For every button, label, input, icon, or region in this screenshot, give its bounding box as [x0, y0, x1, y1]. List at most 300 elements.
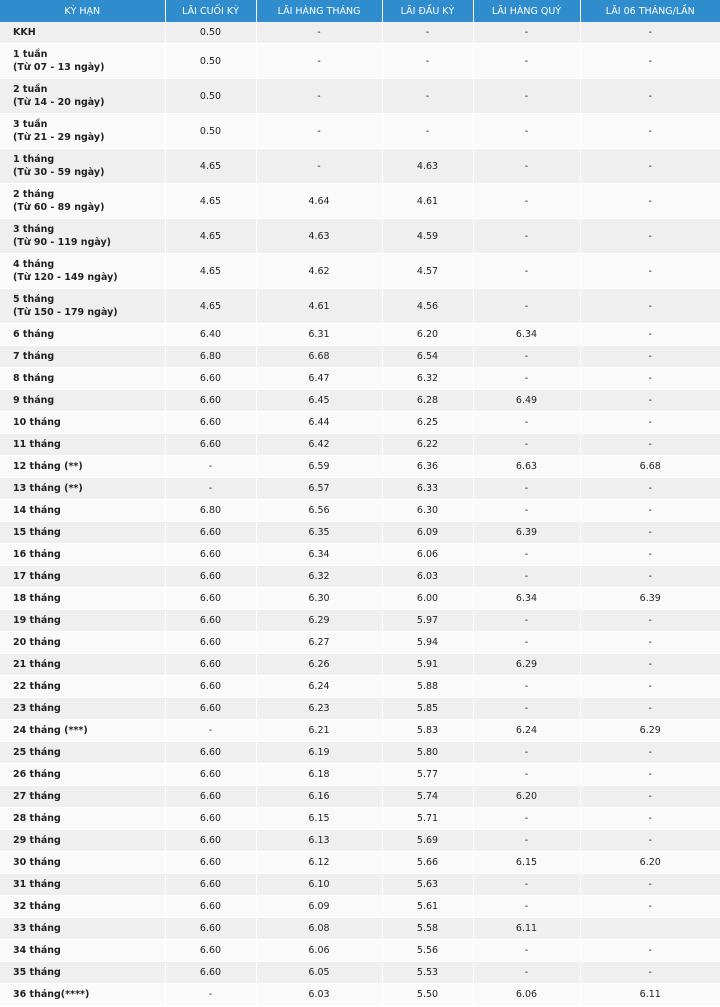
- term-cell: [0, 390, 165, 412]
- rate-cell-upfront: 5.63: [382, 874, 473, 896]
- rate-cell-semiannual: -: [580, 610, 720, 632]
- rate-cell-upfront: 6.28: [382, 390, 473, 412]
- table-row: [0, 289, 720, 324]
- table-row: [0, 962, 720, 984]
- term-cell: [0, 412, 165, 434]
- rate-cell-semiannual: -: [580, 434, 720, 456]
- table-row: [0, 368, 720, 390]
- rate-cell-end-of-term: 6.60: [165, 588, 256, 610]
- table-row: [0, 478, 720, 500]
- term-label: 3 tuần: [13, 119, 48, 130]
- term-label: 36 tháng(****): [13, 989, 90, 1000]
- rate-cell-upfront: 4.61: [382, 184, 473, 219]
- table-row: [0, 874, 720, 896]
- rate-cell-end-of-term: 6.60: [165, 698, 256, 720]
- rate-cell-upfront: 6.25: [382, 412, 473, 434]
- rate-cell-end-of-term: 6.60: [165, 654, 256, 676]
- header-end-of-term: LÃI CUỐI KỲ: [165, 0, 256, 22]
- rate-cell-monthly: 6.18: [256, 764, 382, 786]
- table-row: [0, 654, 720, 676]
- rate-cell-monthly: -: [256, 22, 382, 44]
- rate-cell-monthly: 6.24: [256, 676, 382, 698]
- term-cell: [0, 720, 165, 742]
- term-label: 2 tuần: [13, 84, 48, 95]
- rate-cell-semiannual: 6.68: [580, 456, 720, 478]
- term-label: 21 tháng: [13, 659, 61, 670]
- rate-cell-semiannual: -: [580, 896, 720, 918]
- term-label: 5 tháng: [13, 294, 55, 305]
- rate-cell-quarterly: -: [473, 544, 580, 566]
- term-label: 10 tháng: [13, 417, 61, 428]
- table-row: [0, 852, 720, 874]
- term-label: 4 tháng: [13, 259, 55, 270]
- term-label: 1 tháng: [13, 154, 55, 165]
- rate-cell-quarterly: -: [473, 940, 580, 962]
- rate-cell-quarterly: -: [473, 368, 580, 390]
- rate-cell-semiannual: -: [580, 500, 720, 522]
- rate-cell-quarterly: -: [473, 434, 580, 456]
- rate-cell-quarterly: -: [473, 184, 580, 219]
- rate-cell-quarterly: -: [473, 478, 580, 500]
- rate-cell-end-of-term: 6.60: [165, 896, 256, 918]
- rate-cell-upfront: 5.80: [382, 742, 473, 764]
- rate-cell-upfront: 5.74: [382, 786, 473, 808]
- rate-cell-end-of-term: 0.50: [165, 114, 256, 149]
- rate-cell-quarterly: 6.63: [473, 456, 580, 478]
- term-label: 17 tháng: [13, 571, 61, 582]
- rate-cell-quarterly: 6.34: [473, 588, 580, 610]
- term-cell: [0, 544, 165, 566]
- rate-cell-semiannual: -: [580, 368, 720, 390]
- rate-cell-monthly: 6.09: [256, 896, 382, 918]
- rate-cell-monthly: 6.08: [256, 918, 382, 940]
- term-cell: [0, 184, 165, 219]
- rate-cell-semiannual: -: [580, 962, 720, 984]
- term-label: 24 tháng (***): [13, 725, 88, 736]
- rate-cell-semiannual: -: [580, 254, 720, 289]
- rate-cell-quarterly: -: [473, 412, 580, 434]
- rate-cell-monthly: 6.13: [256, 830, 382, 852]
- rate-cell-monthly: -: [256, 114, 382, 149]
- rate-cell-monthly: -: [256, 79, 382, 114]
- rate-cell-quarterly: 6.39: [473, 522, 580, 544]
- rate-cell-monthly: 4.61: [256, 289, 382, 324]
- term-label: 31 tháng: [13, 879, 61, 890]
- term-cell: [0, 786, 165, 808]
- rate-cell-semiannual: -: [580, 676, 720, 698]
- rate-cell-monthly: 6.29: [256, 610, 382, 632]
- rate-cell-upfront: 5.61: [382, 896, 473, 918]
- rate-cell-end-of-term: 6.60: [165, 610, 256, 632]
- term-cell: [0, 676, 165, 698]
- rate-cell-upfront: 5.69: [382, 830, 473, 852]
- term-label: 11 tháng: [13, 439, 61, 450]
- rate-cell-upfront: 6.03: [382, 566, 473, 588]
- rate-cell-monthly: 6.68: [256, 346, 382, 368]
- rate-cell-semiannual: 6.11: [580, 984, 720, 1006]
- term-cell: [0, 456, 165, 478]
- rate-cell-end-of-term: 0.50: [165, 79, 256, 114]
- rate-cell-monthly: 4.64: [256, 184, 382, 219]
- rate-cell-semiannual: -: [580, 808, 720, 830]
- rate-cell-end-of-term: 6.60: [165, 544, 256, 566]
- table-row: [0, 808, 720, 830]
- rate-cell-end-of-term: 6.60: [165, 962, 256, 984]
- rate-cell-end-of-term: 0.50: [165, 22, 256, 44]
- header-quarterly: LÃI HÀNG QUÝ: [473, 0, 580, 22]
- rate-cell-quarterly: 6.49: [473, 390, 580, 412]
- rate-cell-end-of-term: 0.50: [165, 44, 256, 79]
- table-row: [0, 764, 720, 786]
- rate-cell-end-of-term: 6.60: [165, 786, 256, 808]
- rate-cell-end-of-term: 6.60: [165, 830, 256, 852]
- term-label: 19 tháng: [13, 615, 61, 626]
- term-label: 23 tháng: [13, 703, 61, 714]
- rate-cell-monthly: 6.05: [256, 962, 382, 984]
- rate-cell-quarterly: -: [473, 44, 580, 79]
- rate-cell-semiannual: -: [580, 544, 720, 566]
- term-label: 9 tháng: [13, 395, 55, 406]
- rate-cell-upfront: 5.53: [382, 962, 473, 984]
- term-day-range: (Từ 21 - 29 ngày): [13, 132, 105, 143]
- term-label: 12 tháng (**): [13, 461, 83, 472]
- table-row: [0, 219, 720, 254]
- header-semiannual: LÃI 06 THÁNG/LẦN: [580, 0, 720, 22]
- rate-cell-end-of-term: 6.60: [165, 742, 256, 764]
- rate-cell-monthly: 6.59: [256, 456, 382, 478]
- rate-cell-quarterly: -: [473, 742, 580, 764]
- table-row: [0, 412, 720, 434]
- rate-cell-quarterly: -: [473, 962, 580, 984]
- term-cell: [0, 654, 165, 676]
- rate-cell-semiannual: -: [580, 764, 720, 786]
- term-cell: [0, 44, 165, 79]
- rate-cell-end-of-term: 6.60: [165, 852, 256, 874]
- rate-cell-end-of-term: 4.65: [165, 184, 256, 219]
- term-cell: [0, 632, 165, 654]
- table-row: [0, 456, 720, 478]
- rate-cell-upfront: 6.22: [382, 434, 473, 456]
- term-cell: [0, 896, 165, 918]
- table-row: [0, 676, 720, 698]
- table-row: [0, 114, 720, 149]
- term-cell: [0, 852, 165, 874]
- term-label: 6 tháng: [13, 329, 55, 340]
- rate-cell-quarterly: -: [473, 874, 580, 896]
- table-row: [0, 786, 720, 808]
- rate-cell-monthly: 6.56: [256, 500, 382, 522]
- rate-cell-end-of-term: 6.60: [165, 808, 256, 830]
- term-label: 1 tuần: [13, 49, 48, 60]
- rate-cell-semiannual: -: [580, 79, 720, 114]
- rate-cell-semiannual: 6.29: [580, 720, 720, 742]
- rate-cell-upfront: 5.56: [382, 940, 473, 962]
- term-label: 13 tháng (**): [13, 483, 83, 494]
- rate-cell-monthly: 6.42: [256, 434, 382, 456]
- rate-cell-monthly: -: [256, 44, 382, 79]
- rate-cell-semiannual: -: [580, 940, 720, 962]
- rate-cell-quarterly: -: [473, 254, 580, 289]
- rate-cell-upfront: -: [382, 79, 473, 114]
- term-day-range: (Từ 30 - 59 ngày): [13, 167, 105, 178]
- rate-cell-end-of-term: 6.60: [165, 390, 256, 412]
- term-label: 34 tháng: [13, 945, 61, 956]
- table-row: [0, 742, 720, 764]
- term-cell: [0, 346, 165, 368]
- rate-cell-upfront: 5.66: [382, 852, 473, 874]
- rate-cell-quarterly: 6.11: [473, 918, 580, 940]
- table-row: [0, 698, 720, 720]
- rate-cell-end-of-term: -: [165, 984, 256, 1006]
- rate-cell-semiannual: -: [580, 219, 720, 254]
- rate-cell-end-of-term: 6.60: [165, 566, 256, 588]
- table-row: [0, 390, 720, 412]
- term-label: 27 tháng: [13, 791, 61, 802]
- rate-cell-quarterly: -: [473, 289, 580, 324]
- term-cell: [0, 22, 165, 44]
- term-label: 16 tháng: [13, 549, 61, 560]
- header-upfront: LÃI ĐẦU KỲ: [382, 0, 473, 22]
- term-label: 18 tháng: [13, 593, 61, 604]
- rate-cell-monthly: 4.62: [256, 254, 382, 289]
- table-row: [0, 940, 720, 962]
- rate-cell-quarterly: -: [473, 676, 580, 698]
- table-row: [0, 149, 720, 184]
- rate-cell-monthly: 6.45: [256, 390, 382, 412]
- rate-cell-monthly: 6.06: [256, 940, 382, 962]
- table-row: [0, 918, 720, 940]
- rate-cell-monthly: 6.35: [256, 522, 382, 544]
- rate-cell-quarterly: -: [473, 698, 580, 720]
- rate-cell-quarterly: -: [473, 632, 580, 654]
- term-cell: [0, 962, 165, 984]
- rate-cell-monthly: 6.26: [256, 654, 382, 676]
- table-row: [0, 610, 720, 632]
- table-row: [0, 588, 720, 610]
- rate-cell-upfront: 5.77: [382, 764, 473, 786]
- table-row: [0, 720, 720, 742]
- term-cell: [0, 500, 165, 522]
- header-monthly: LÃI HÀNG THÁNG: [256, 0, 382, 22]
- rate-cell-monthly: 6.27: [256, 632, 382, 654]
- term-cell: [0, 588, 165, 610]
- rate-cell-end-of-term: 6.60: [165, 434, 256, 456]
- table-row: [0, 254, 720, 289]
- table-row: [0, 500, 720, 522]
- rate-cell-quarterly: -: [473, 114, 580, 149]
- term-cell: [0, 610, 165, 632]
- rate-cell-end-of-term: 4.65: [165, 289, 256, 324]
- rate-cell-semiannual: -: [580, 412, 720, 434]
- rate-cell-quarterly: 6.34: [473, 324, 580, 346]
- rate-cell-semiannual: -: [580, 566, 720, 588]
- rate-cell-upfront: 6.06: [382, 544, 473, 566]
- term-label: 26 tháng: [13, 769, 61, 780]
- rate-cell-end-of-term: 6.60: [165, 874, 256, 896]
- rate-cell-monthly: 6.32: [256, 566, 382, 588]
- rate-cell-upfront: 4.63: [382, 149, 473, 184]
- term-day-range: (Từ 150 - 179 ngày): [13, 307, 118, 318]
- rate-cell-semiannual: -: [580, 742, 720, 764]
- table-row: [0, 184, 720, 219]
- term-label: KKH: [13, 27, 36, 38]
- term-day-range: (Từ 60 - 89 ngày): [13, 202, 105, 213]
- rate-cell-monthly: 4.63: [256, 219, 382, 254]
- term-cell: [0, 149, 165, 184]
- rate-cell-quarterly: -: [473, 219, 580, 254]
- term-label: 35 tháng: [13, 967, 61, 978]
- header-row: [0, 0, 720, 22]
- rate-cell-monthly: 6.44: [256, 412, 382, 434]
- term-cell: [0, 698, 165, 720]
- rate-cell-monthly: 6.34: [256, 544, 382, 566]
- rate-cell-quarterly: -: [473, 500, 580, 522]
- rate-cell-semiannual: -: [580, 522, 720, 544]
- rate-cell-semiannual: -: [580, 289, 720, 324]
- table-row: [0, 79, 720, 114]
- rate-cell-semiannual: 6.39: [580, 588, 720, 610]
- rate-cell-quarterly: -: [473, 808, 580, 830]
- rate-cell-semiannual: -: [580, 22, 720, 44]
- term-cell: [0, 368, 165, 390]
- table-row: [0, 896, 720, 918]
- rate-cell-end-of-term: 6.60: [165, 368, 256, 390]
- rate-cell-semiannual: -: [580, 390, 720, 412]
- table-row: [0, 44, 720, 79]
- table-row: [0, 544, 720, 566]
- rate-cell-monthly: 6.31: [256, 324, 382, 346]
- rate-cell-semiannual: -: [580, 874, 720, 896]
- rate-cell-semiannual: [580, 918, 720, 940]
- rate-cell-upfront: -: [382, 44, 473, 79]
- term-day-range: (Từ 120 - 149 ngày): [13, 272, 118, 283]
- term-cell: [0, 289, 165, 324]
- rate-cell-upfront: 6.30: [382, 500, 473, 522]
- term-cell: [0, 324, 165, 346]
- rate-cell-semiannual: -: [580, 786, 720, 808]
- rate-cell-quarterly: -: [473, 610, 580, 632]
- term-cell: [0, 830, 165, 852]
- rate-cell-semiannual: -: [580, 478, 720, 500]
- term-cell: [0, 219, 165, 254]
- rate-cell-monthly: 6.23: [256, 698, 382, 720]
- rate-cell-quarterly: 6.29: [473, 654, 580, 676]
- rate-cell-end-of-term: 6.60: [165, 522, 256, 544]
- rate-cell-end-of-term: 6.40: [165, 324, 256, 346]
- rate-cell-monthly: 6.30: [256, 588, 382, 610]
- rate-cell-monthly: 6.10: [256, 874, 382, 896]
- rate-cell-upfront: 4.59: [382, 219, 473, 254]
- rate-cell-upfront: -: [382, 114, 473, 149]
- table-row: [0, 632, 720, 654]
- term-cell: [0, 434, 165, 456]
- rate-cell-semiannual: -: [580, 698, 720, 720]
- rate-cell-upfront: 5.58: [382, 918, 473, 940]
- term-label: 3 tháng: [13, 224, 55, 235]
- rate-cell-end-of-term: 4.65: [165, 219, 256, 254]
- rate-cell-upfront: 5.97: [382, 610, 473, 632]
- term-label: 25 tháng: [13, 747, 61, 758]
- term-label: 20 tháng: [13, 637, 61, 648]
- rate-cell-end-of-term: 4.65: [165, 149, 256, 184]
- table-row: [0, 522, 720, 544]
- rate-cell-semiannual: -: [580, 149, 720, 184]
- table-row: [0, 22, 720, 44]
- rate-cell-upfront: 6.54: [382, 346, 473, 368]
- term-cell: [0, 874, 165, 896]
- table-body: [0, 22, 720, 1006]
- rate-cell-monthly: 6.19: [256, 742, 382, 764]
- term-label: 7 tháng: [13, 351, 55, 362]
- rate-cell-semiannual: -: [580, 114, 720, 149]
- table-row: [0, 566, 720, 588]
- term-label: 15 tháng: [13, 527, 61, 538]
- table-row: [0, 830, 720, 852]
- term-cell: [0, 478, 165, 500]
- rate-cell-semiannual: -: [580, 324, 720, 346]
- rate-cell-semiannual: 6.20: [580, 852, 720, 874]
- term-label: 33 tháng: [13, 923, 61, 934]
- rate-cell-monthly: 6.03: [256, 984, 382, 1006]
- term-cell: [0, 764, 165, 786]
- rate-cell-monthly: 6.21: [256, 720, 382, 742]
- rate-cell-monthly: 6.12: [256, 852, 382, 874]
- table-row: [0, 984, 720, 1006]
- rate-cell-upfront: 6.32: [382, 368, 473, 390]
- rate-cell-end-of-term: 6.80: [165, 500, 256, 522]
- term-cell: [0, 566, 165, 588]
- rate-cell-quarterly: 6.20: [473, 786, 580, 808]
- rate-cell-upfront: 5.71: [382, 808, 473, 830]
- rate-cell-quarterly: 6.06: [473, 984, 580, 1006]
- rate-cell-end-of-term: -: [165, 720, 256, 742]
- rate-cell-semiannual: -: [580, 44, 720, 79]
- rate-cell-upfront: 5.88: [382, 676, 473, 698]
- rate-cell-upfront: 4.56: [382, 289, 473, 324]
- rate-cell-upfront: -: [382, 22, 473, 44]
- term-cell: [0, 114, 165, 149]
- rate-cell-end-of-term: 6.60: [165, 632, 256, 654]
- rate-cell-quarterly: 6.15: [473, 852, 580, 874]
- rate-cell-upfront: 6.33: [382, 478, 473, 500]
- rate-cell-end-of-term: 6.60: [165, 412, 256, 434]
- rate-cell-monthly: 6.16: [256, 786, 382, 808]
- rate-cell-upfront: 5.91: [382, 654, 473, 676]
- table-header: [0, 0, 720, 22]
- rate-cell-end-of-term: 6.80: [165, 346, 256, 368]
- term-label: 22 tháng: [13, 681, 61, 692]
- rate-cell-monthly: -: [256, 149, 382, 184]
- rate-cell-quarterly: -: [473, 79, 580, 114]
- rate-cell-upfront: 6.20: [382, 324, 473, 346]
- rate-cell-end-of-term: -: [165, 456, 256, 478]
- rate-cell-monthly: 6.15: [256, 808, 382, 830]
- rate-cell-semiannual: -: [580, 830, 720, 852]
- rate-cell-semiannual: -: [580, 632, 720, 654]
- rate-cell-quarterly: -: [473, 566, 580, 588]
- rate-cell-quarterly: -: [473, 764, 580, 786]
- rate-cell-upfront: 6.00: [382, 588, 473, 610]
- rate-cell-semiannual: -: [580, 654, 720, 676]
- table-row: [0, 434, 720, 456]
- term-day-range: (Từ 90 - 119 ngày): [13, 237, 112, 248]
- rate-cell-upfront: 5.50: [382, 984, 473, 1006]
- rate-cell-monthly: 6.57: [256, 478, 382, 500]
- term-cell: [0, 79, 165, 114]
- rate-cell-quarterly: -: [473, 22, 580, 44]
- rate-cell-upfront: 5.85: [382, 698, 473, 720]
- term-cell: [0, 984, 165, 1006]
